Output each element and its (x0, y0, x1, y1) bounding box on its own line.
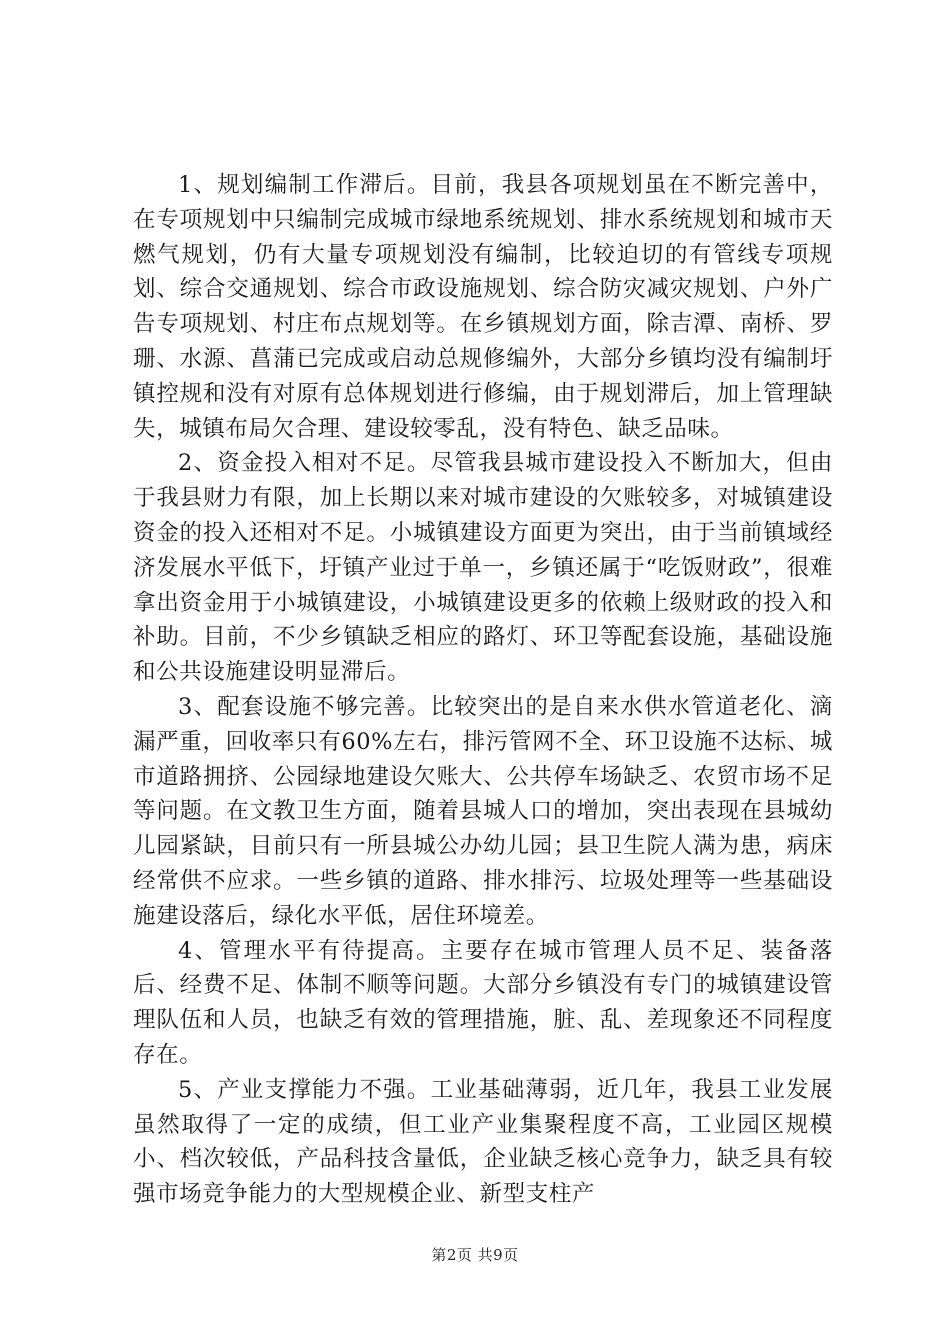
paragraph-3: 3、配套设施不够完善。比较突出的是自来水供水管道老化、滴漏严重，回收率只有60%左右，排污管网不全、环卫设施不达标、城市道路拥挤、公园绿地建设欠账大、公共停车场缺乏、农贸市场不足等问题。在文教卫生方面，随着县城人口的增加，突出表现在县城幼儿园紧缺，目前只有一所县城公办幼儿园；县卫生院人满为患，病床经常供不应求。一些乡镇的道路、排水排污、垃圾处理等一些基础设施建设落后，绿化水平低，居住环境差。 (133, 693, 833, 929)
paragraph-2: 2、资金投入相对不足。尽管我县城市建设投入不断加大，但由于我县财力有限，加上长期以来对城市建设的欠账较多，对城镇建设资金的投入还相对不足。小城镇建设方面更为突出，由于当前镇域经济发展水平低下，圩镇产业过于单一，乡镇还属于“吃饭财政”，很难拿出资金用于小城镇建设，小城镇建设更多的依赖上级财政的投入和补助。目前，不少乡镇缺乏相应的路灯、环卫等配套设施，基础设施和公共设施建设明显滞后。 (133, 450, 833, 686)
paragraph-5: 5、产业支撑能力不强。工业基础薄弱，近几年，我县工业发展虽然取得了一定的成绩，但工业产业集聚程度不高，工业园区规模小、档次较低，产品科技含量低，企业缺乏核心竞争力，缺乏具有较强市场竞争能力的大型规模企业、新型支柱产 (133, 1076, 833, 1208)
document-body (133, 168, 833, 1212)
page-footer: 第2页 共9页 (431, 1246, 519, 1264)
paragraph-4: 4、管理水平有待提高。主要存在城市管理人员不足、装备落后、经费不足、体制不顺等问题。大部分乡镇没有专门的城镇建设管理队伍和人员，也缺乏有效的管理措施，脏、乱、差现象还不同程度存在。 (133, 937, 833, 1068)
paragraph-1: 1、规划编制工作滞后。目前，我县各项规划虽在不断完善中，在专项规划中只编制完成城市绿地系统规划、排水系统规划和城市天燃气规划，仍有大量专项规划没有编制，比较迫切的有管线专项规划、综合交通规划、综合市政设施规划、综合防灾减灾规划、户外广告专项规划、村庄布点规划等。在乡镇规划方面，除吉潭、南桥、罗珊、水源、菖蒲已完成或启动总规修编外，大部分乡镇均没有编制圩镇控规和没有对原有总体规划进行修编，由于规划滞后，加上管理缺失，城镇布局欠合理、建设较零乱，没有特色、缺乏品味。 (133, 172, 833, 442)
